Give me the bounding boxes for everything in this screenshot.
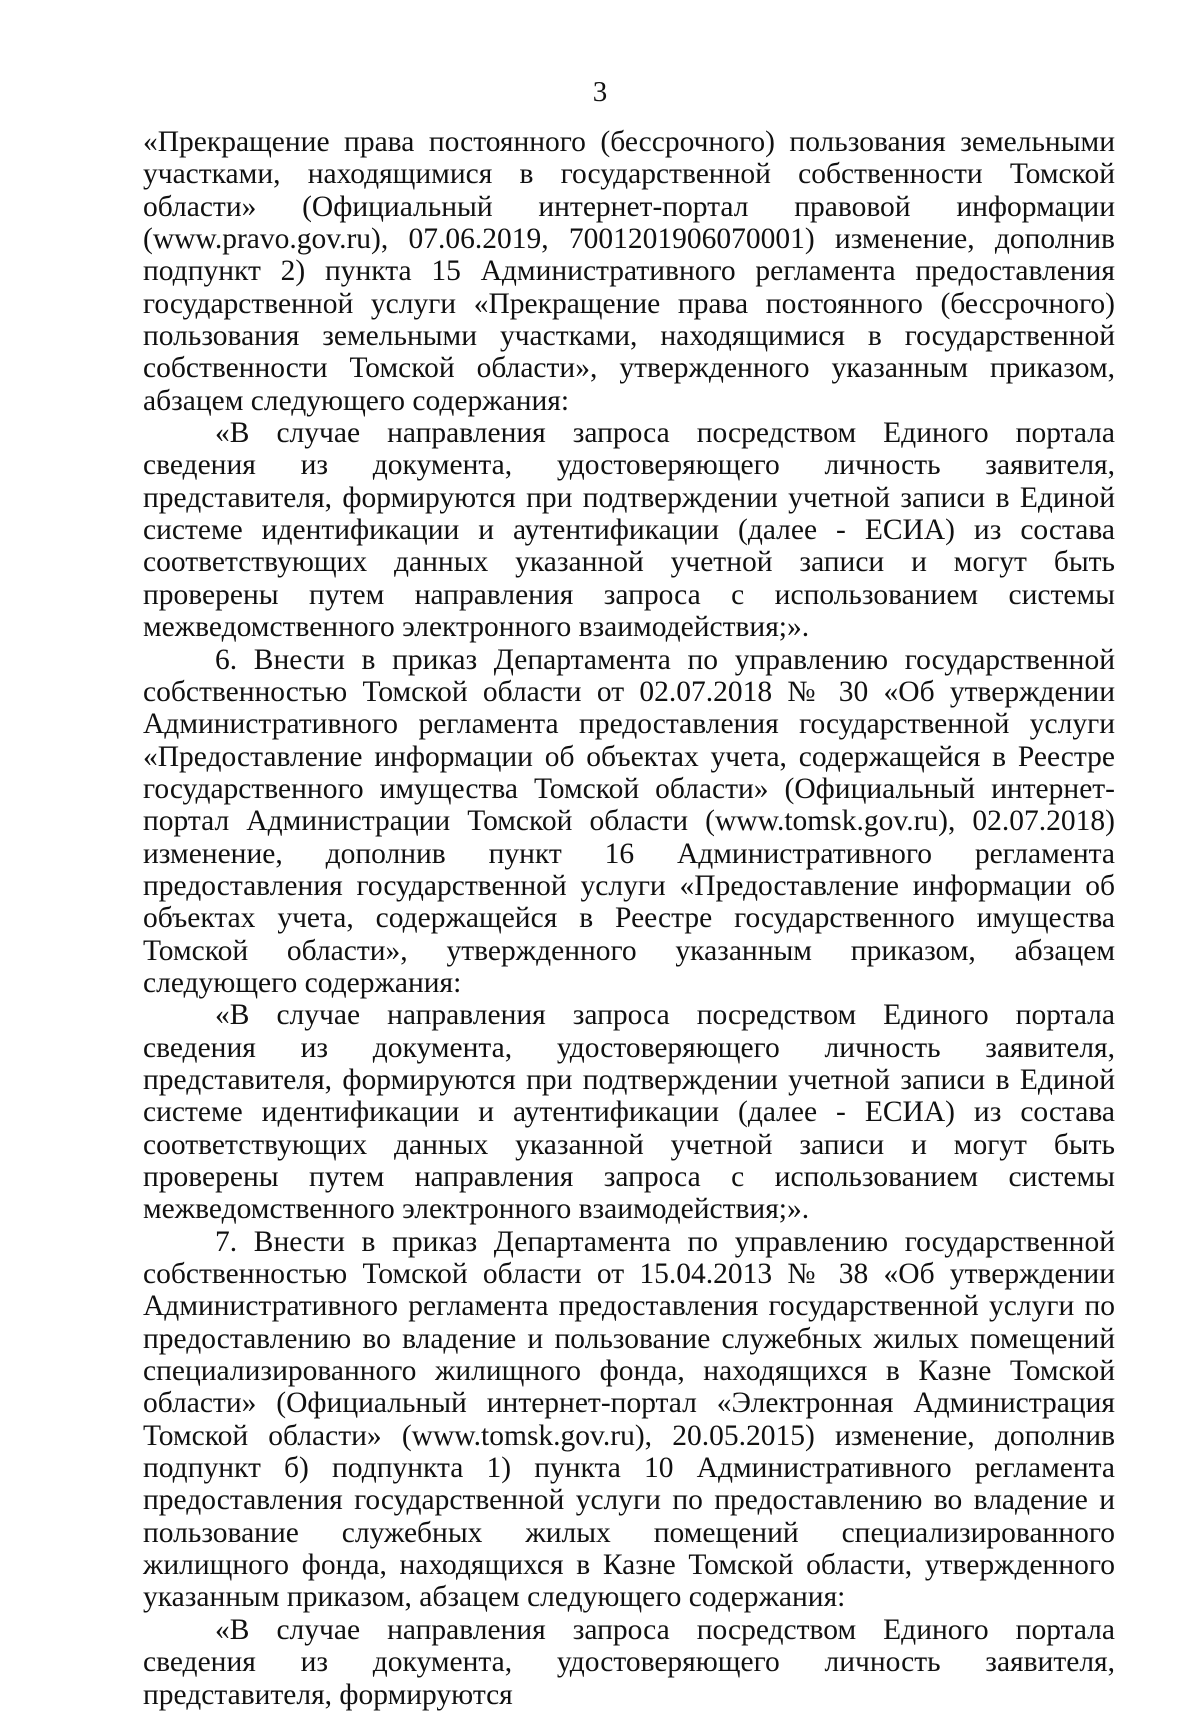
paragraph-item-7: 7. Внести в приказ Департамента по управлению государственной собственностью Томской области от 15.04.2013 № 38 «Об утверждении Административного регламента предоставления государственной услуги по предоставлению во владение и пользование служебных жилых помещений специализированного жилищного фонда, находящихся в Казне Томской области» (Официальный интернет-портал «Электронная Администрация Томской области» (www.tomsk.gov.ru), 20.05.2015) изменение, дополнив подпункт б) подпункта 1) пункта 10 Административного регламента предоставления государственной услуги по предоставлению во владение и пользование служебных жилых помещений специализированного жилищного фонда, находящихся в Казне Томской области, утвержденного указанным приказом, абзацем следующего содержания: bbox=[143, 1225, 1115, 1614]
document-body bbox=[143, 126, 1115, 1711]
paragraph-continuation-order-5: «Прекращение права постоянного (бессрочного) пользования земельными участками, находящимися в государственной собственности Томской области» (Официальный интернет-портал правовой информации (www.pravo.gov.ru), 07.06.2019, 7001201906070001) изменение, дополнив подпункт 2) пункта 15 Административного регламента предоставления государственной услуги «Прекращение права постоянного (бессрочного) пользования земельными участками, находящимися в государственной собственности Томской области», утвержденного указанным приказом, абзацем следующего содержания: bbox=[143, 126, 1115, 417]
paragraph-esia-insert-2: «В случае направления запроса посредством Единого портала сведения из документа, удостоверяющего личность заявителя, представителя, формируются при подтверждении учетной записи в Единой системе идентификации и аутентификации (далее - ЕСИА) из состава соответствующих данных указанной учетной записи и могут быть проверены путем направления запроса с использованием системы межведомственного электронного взаимодействия;». bbox=[143, 999, 1115, 1226]
paragraph-item-6: 6. Внести в приказ Департамента по управлению государственной собственностью Томской области от 02.07.2018 № 30 «Об утверждении Административного регламента предоставления государственной услуги «Предоставление информации об объектах учета, содержащейся в Реестре государственного имущества Томской области» (Официальный интернет-портал Администрации Томской области (www.tomsk.gov.ru), 02.07.2018) изменение, дополнив пункт 16 Административного регламента предоставления государственной услуги «Предоставление информации об объектах учета, содержащейся в Реестре государственного имущества Томской области», утвержденного указанным приказом, абзацем следующего содержания: bbox=[143, 643, 1115, 999]
paragraph-esia-insert-1: «В случае направления запроса посредством Единого портала сведения из документа, удостоверяющего личность заявителя, представителя, формируются при подтверждении учетной записи в Единой системе идентификации и аутентификации (далее - ЕСИА) из состава соответствующих данных указанной учетной записи и могут быть проверены путем направления запроса с использованием системы межведомственного электронного взаимодействия;». bbox=[143, 417, 1115, 644]
paragraph-esia-insert-3: «В случае направления запроса посредством Единого портала сведения из документа, удостоверяющего личность заявителя, представителя, формируются bbox=[143, 1613, 1115, 1711]
page-number: 3 bbox=[592, 76, 608, 108]
